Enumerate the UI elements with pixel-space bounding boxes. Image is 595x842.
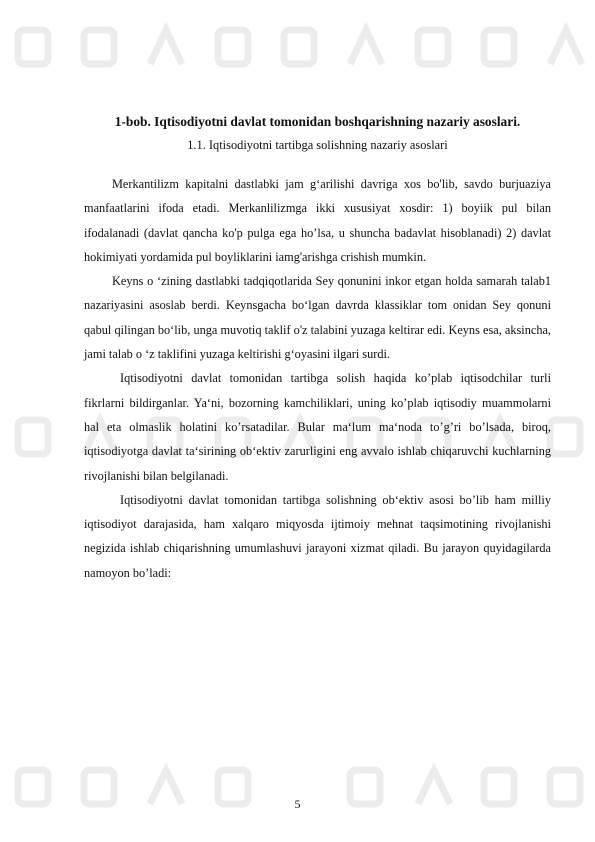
document-page [84, 112, 551, 585]
paragraph-keyns: Keyns o ‘zining dastlabki tadqiqotlarida Sey qonunini inkor etgan holda samarah talab1 nazariyasini asoslab berdi. Keynsgacha bo‘lgan davrda klassiklar tom onidan Sey qonuni qabul qilingan bo‘lib, unga muvotiq taklif o'z talabini yuzaga keltirar edi. Keyns esa, aksincha, jami talab o ‘z taklifini yuzaga keltirishi g‘oyasini ilgari surdi. [84, 274, 551, 362]
paragraph-obektiv-asos: Iqtisodiyotni davlat tomonidan tartibga solishning ob‘ektiv asosi bo’lib ham milliy iqtisodiyot darajasida, ham xalqaro miqyosda ijtimoiy mehnat taqsimotining rivojlanishi negizida ishlab chiqarishning umumlashuvi jarayoni xizmat qiladi. Bu jarayon quyidagilarda namoyon bo’ladi: [84, 492, 551, 580]
watermark-row-1 [18, 30, 582, 64]
chapter-title: 1-bob. Iqtisodiyotni davlat tomonidan boshqarishning nazariy asoslari. [114, 114, 521, 129]
paragraph-davlat-tartibga-solish: Iqtisodiyotni davlat tomonidan tartibga solish haqida ko’plab iqtisodchilar turli fikrlarni bildirganlar. Ya‘ni, bozorning kamchiliklari, uning ko’plab iqtisodiy muammolarni hal eta olmaslik holatini ko’rsatadilar. Bular ma‘lum ma‘noda to’g’ri bo’lsada, biroq, iqtisodiyotga davlat ta‘sirining ob‘ektiv zarurligini eng avvalo ishlab chiqaruvchi kuchlarning rivojlanishi bilan belgilanadi. [84, 371, 551, 483]
section-title: 1.1. Iqtisodiyotni tartibga solishning nazariy asoslari [187, 138, 448, 152]
paragraph-merkantilizm: Merkantilizm kapitalni dastlabki jam g‘arilishi davriga xos bo'lib, savdo burjuaziya manfaatlarini ifoda etadi. Merkanlilizmga ikki xususiyat xosdir: 1) boyiik pul bilan ifodalanadi (davlat qancha ko'p pulga ega ho’lsa, u shuncha badavlat hisoblanadi) 2) davlat hokimiyati yordamida pul boyliklarini iamg'arishga crishish mumkin. [84, 177, 551, 264]
page-number: 5 [294, 797, 301, 811]
